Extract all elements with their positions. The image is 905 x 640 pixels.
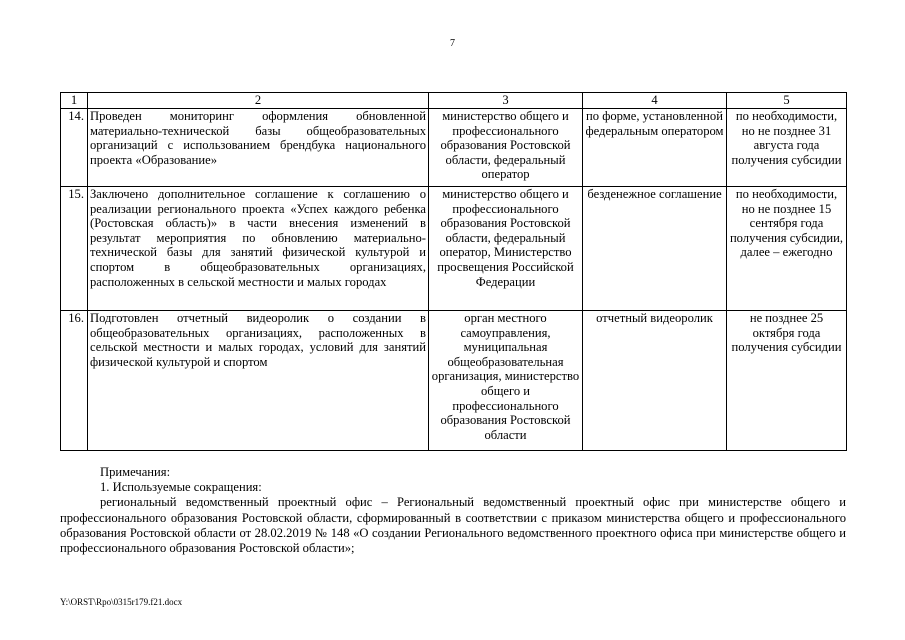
responsible-party: орган местного самоуправления, муниципальная общеобразовательная организация, министерство общего и профессионального образования Ростовской области <box>429 311 583 451</box>
abbreviation-definition: региональный ведомственный проектный офис – Региональный ведомственный проектный офис при министерстве общего и профессионального образования Ростовской области, сформированный в соответствии с приказом министерства общего и профессионального образования Ростовской области от 28.02.2019 № 148 «О создании Регионального ведомственного проектного офиса при министерстве общего и профессионального образования Ростовской области»; <box>60 495 846 556</box>
row-number: 16. <box>61 311 88 451</box>
row-number: 15. <box>61 187 88 311</box>
file-path: Y:\ORST\Rpo\0315r179.f21.docx <box>60 597 183 607</box>
document-form: по форме, установленной федеральным оператором <box>583 109 727 187</box>
table-header-row <box>61 93 847 109</box>
deadline: по необходимости, но не позднее 31 августа года получения субсидии <box>727 109 847 187</box>
row-number: 14. <box>61 109 88 187</box>
responsible-party: министерство общего и профессионального образования Ростовской области, федеральный оператор <box>429 109 583 187</box>
table-row <box>61 311 847 451</box>
header-col-3: 3 <box>429 93 583 109</box>
header-col-1: 1 <box>61 93 88 109</box>
event-description: Проведен мониторинг оформления обновленной материально-технической базы общеобразовательных организаций с использованием брендбука национального проекта «Образование» <box>88 109 429 187</box>
notes-section <box>60 465 846 556</box>
page-number: 7 <box>450 38 455 49</box>
deadline: не позднее 25 октября года получения субсидии <box>727 311 847 451</box>
notes-item-1: 1. Используемые сокращения: <box>100 480 262 495</box>
notes-heading: Примечания: <box>100 465 171 479</box>
header-col-2: 2 <box>88 93 429 109</box>
event-description: Заключено дополнительное соглашение к соглашению о реализации регионального проекта «Успех каждого ребенка (Ростовская область)» в части внесения изменений в результат мероприятия по обновлению материально-технической базы для занятий физической культурой и спортом в общеобразовательных организациях, расположенных в сельской местности и малых городах <box>88 187 429 311</box>
table-row <box>61 109 847 187</box>
deadline: по необходимости, но не позднее 15 сентября года получения субсидии, далее – ежегодно <box>727 187 847 311</box>
table-row <box>61 187 847 311</box>
event-description: Подготовлен отчетный видеоролик о создании в общеобразовательных организациях, расположенных в сельской местности и малых городах, условий для занятий физической культурой и спортом <box>88 311 429 451</box>
header-col-5: 5 <box>727 93 847 109</box>
document-form: безденежное соглашение <box>583 187 727 311</box>
header-col-4: 4 <box>583 93 727 109</box>
responsible-party: министерство общего и профессионального образования Ростовской области, федеральный оператор, Министерство просвещения Российской Федерации <box>429 187 583 311</box>
events-table <box>60 92 847 451</box>
document-form: отчетный видеоролик <box>583 311 727 451</box>
